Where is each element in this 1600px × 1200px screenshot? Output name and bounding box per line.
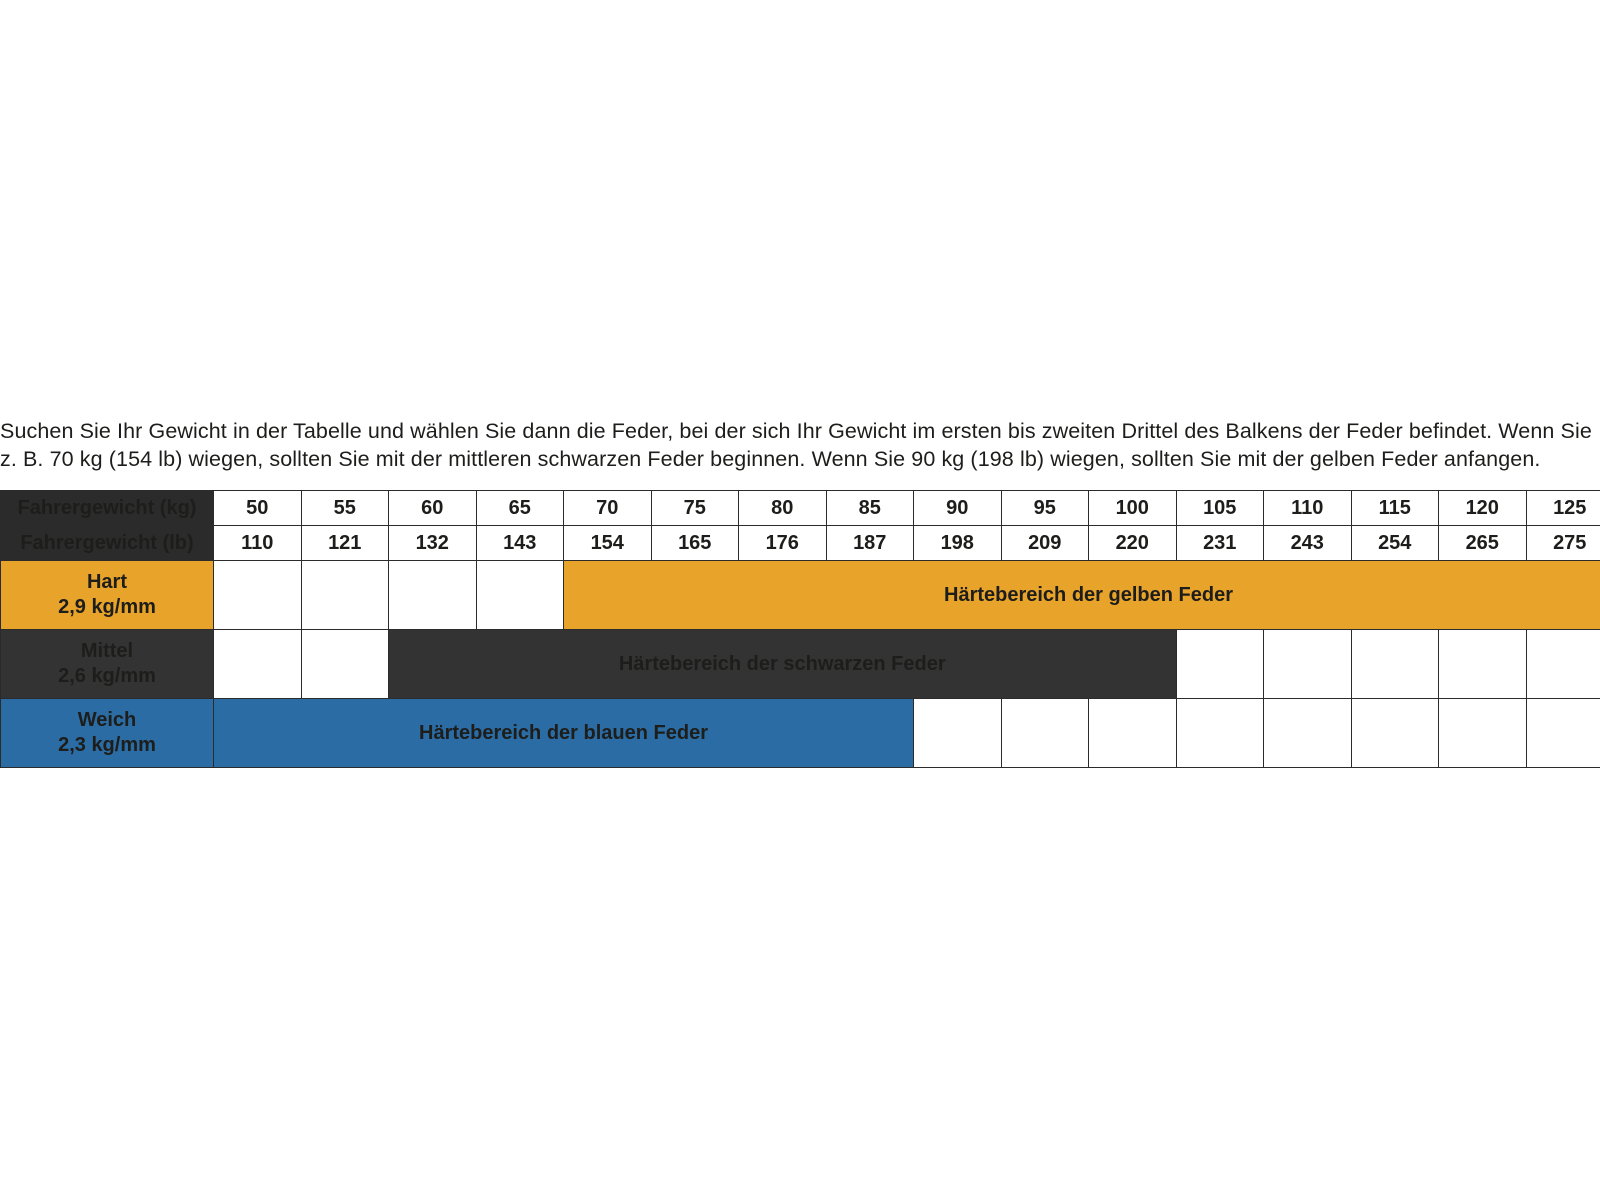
table-row-band-soft [1,699,1600,768]
cell-kg-1: 55 [301,491,389,526]
band-soft-empty-6 [1439,699,1527,768]
intro-paragraph: Suchen Sie Ihr Gewicht in der Tabelle und wählen Sie dann die Feder, bei der sich Ihr Gewicht im ersten bis zweiten Drittel des Balkens der Feder befindet. Wenn Sie z. B. 70 kg (154 lb) wiegen, sollten Sie mit der mittleren schwarzen Feder beginnen. Wenn Sie 90 kg (198 lb) wiegen, sollten Sie mit der gelben Feder anfangen. [0,418,1592,472]
band-soft-empty-3 [1176,699,1264,768]
table-row-weight-lb [1,526,1600,561]
band-bar-soft: Härtebereich der blauen Feder [214,699,914,768]
cell-lb-11: 231 [1176,526,1264,561]
band-label-soft [1,699,214,768]
cell-kg-9: 95 [1001,491,1089,526]
band-soft-empty-5 [1351,699,1439,768]
band-bar-mid: Härtebereich der schwarzen Feder [389,630,1177,699]
cell-lb-0: 110 [214,526,302,561]
band-soft-empty-7 [1526,699,1600,768]
cell-kg-5: 75 [651,491,739,526]
cell-lb-10: 220 [1089,526,1177,561]
band-mid-empty-0 [214,630,302,699]
cell-lb-8: 198 [914,526,1002,561]
table-row-weight-kg [1,491,1600,526]
band-mid-empty-3 [1264,630,1352,699]
cell-kg-0: 50 [214,491,302,526]
cell-lb-15: 275 [1526,526,1600,561]
band-mid-empty-4 [1351,630,1439,699]
cell-lb-4: 154 [564,526,652,561]
cell-kg-12: 110 [1264,491,1352,526]
cell-kg-8: 90 [914,491,1002,526]
table-row-band-hard [1,561,1600,630]
cell-lb-13: 254 [1351,526,1439,561]
band-soft-empty-2 [1089,699,1177,768]
band-hard-empty-3 [476,561,564,630]
band-label-mid [1,630,214,699]
cell-lb-7: 187 [826,526,914,561]
cell-lb-12: 243 [1264,526,1352,561]
band-hard-empty-1 [301,561,389,630]
band-mid-empty-6 [1526,630,1600,699]
cell-lb-14: 265 [1439,526,1527,561]
cell-lb-1: 121 [301,526,389,561]
band-label-hard [1,561,214,630]
cell-kg-13: 115 [1351,491,1439,526]
spring-rate-table [0,490,1600,768]
band-soft-empty-0 [914,699,1002,768]
cell-lb-2: 132 [389,526,477,561]
cell-kg-10: 100 [1089,491,1177,526]
cell-kg-11: 105 [1176,491,1264,526]
cell-lb-5: 165 [651,526,739,561]
cell-lb-9: 209 [1001,526,1089,561]
band-mid-empty-1 [301,630,389,699]
band-label-mid-line1: Mittel [80,640,134,662]
band-label-hard-line2: 2,9 kg/mm [58,596,156,618]
cell-kg-14: 120 [1439,491,1527,526]
band-label-soft-line1: Weich [77,709,137,731]
band-label-mid-line2: 2,6 kg/mm [58,665,156,687]
row-header-weight-lb: Fahrergewicht (lb) [1,526,214,561]
cell-kg-4: 70 [564,491,652,526]
band-hard-empty-2 [389,561,477,630]
band-label-soft-line2: 2,3 kg/mm [58,734,156,756]
cell-kg-7: 85 [826,491,914,526]
band-label-hard-line1: Hart [86,571,127,593]
cell-kg-3: 65 [476,491,564,526]
table-row-band-mid [1,630,1600,699]
cell-kg-6: 80 [739,491,827,526]
band-mid-empty-2 [1176,630,1264,699]
cell-kg-15: 125 [1526,491,1600,526]
row-header-weight-kg: Fahrergewicht (kg) [1,491,214,526]
band-bar-hard: Härtebereich der gelben Feder [564,561,1600,630]
cell-lb-6: 176 [739,526,827,561]
cell-kg-2: 60 [389,491,477,526]
band-soft-empty-4 [1264,699,1352,768]
spring-rate-table-wrapper [0,490,1600,768]
band-soft-empty-1 [1001,699,1089,768]
band-hard-empty-0 [214,561,302,630]
cell-lb-3: 143 [476,526,564,561]
band-mid-empty-5 [1439,630,1527,699]
